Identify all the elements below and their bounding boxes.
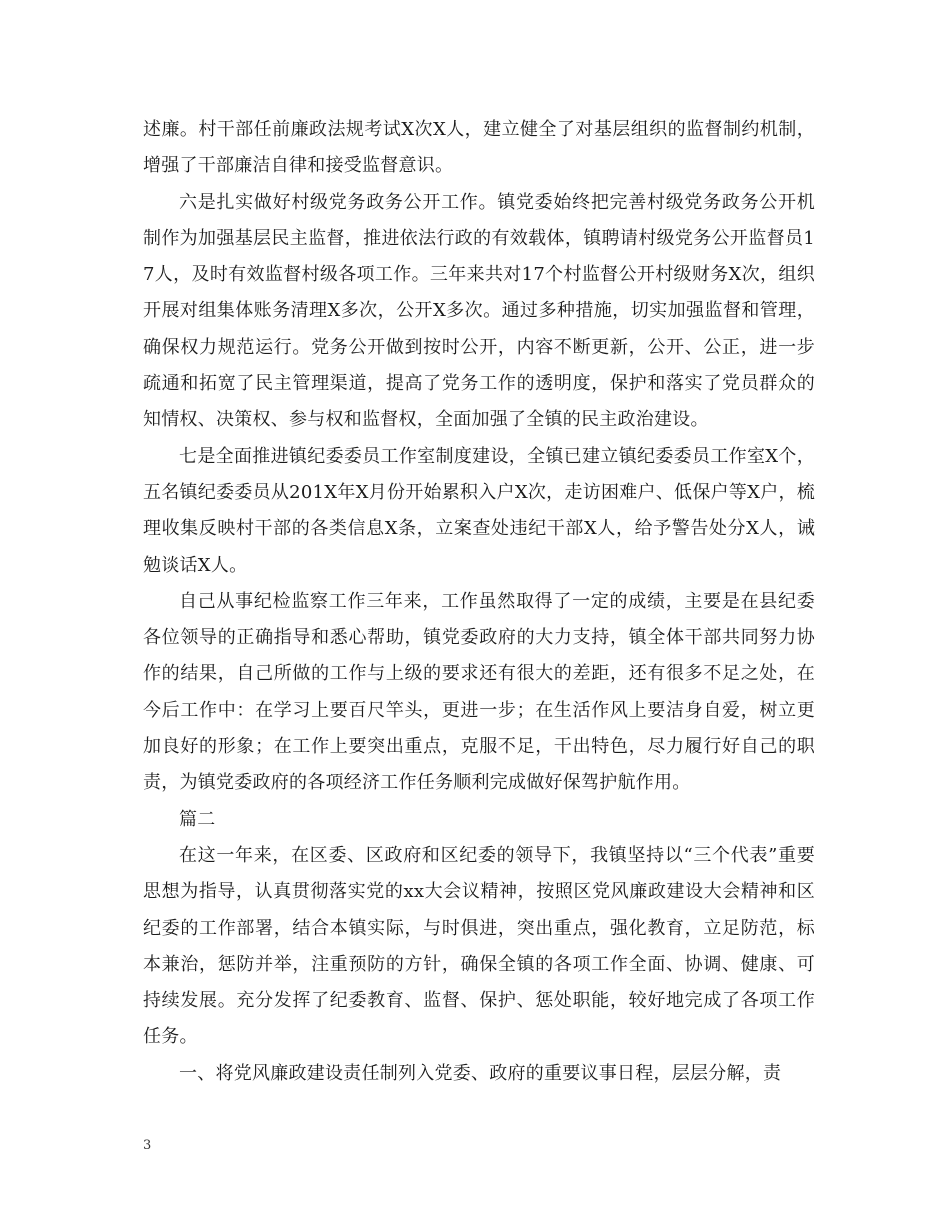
paragraph-six-party-affairs: 六是扎实做好村级党务政务公开工作。镇党委始终把完善村级党务政务公开机制作为加强基层民主监督，推进依法行政的有效载体，镇聘请村级党务公开监督员17人，及时有效监督村级各项工作。三年来共对17个村监督公开村级财务X次，组织开展对组集体账务清理X多次，公开X多次。通过多种措施，切实加强监督和管理，确保权力规范运行。党务公开做到按时公开，内容不断更新，公开、公正，进一步疏通和拓宽了民主管理渠道，提高了党务工作的透明度，保护和落实了党员群众的知情权、决策权、参与权和监督权，全面加强了全镇的民主政治建设。 xyxy=(143,191,815,431)
paragraph-annual-summary: 在这一年来，在区委、区政府和区纪委的领导下，我镇坚持以“三个代表”重要思想为指导，认真贯彻落实党的xx大会议精神，按照区党风廉政建设大会精神和区纪委的工作部署，结合本镇实际，与时俱进，突出重点，强化教育，立足防范，标本兼治，惩防并举，注重预防的方针，确保全镇的各项工作全面、协调、健康、可持续发展。充分发挥了纪委教育、监督、保护、惩处职能，较好地完成了各项工作任务。 xyxy=(143,844,815,1048)
paragraph-continued: 述廉。村干部任前廉政法规考试X次X人，建立健全了对基层组织的监督制约机制，增强了干部廉洁自律和接受监督意识。 xyxy=(143,119,815,177)
document-body xyxy=(143,112,815,1092)
paragraph-seven-discipline-office: 七是全面推进镇纪委委员工作室制度建设，全镇已建立镇纪委委员工作室X个，五名镇纪委委员从201X年X月份开始累积入户X次，走访困难户、低保户等X户，梳理收集反映村干部的各类信息X条，立案查处违纪干部X人，给予警告处分X人，诫勉谈话X人。 xyxy=(143,445,815,576)
section-heading-part-two: 篇二 xyxy=(179,808,216,830)
page-number: 3 xyxy=(143,1138,152,1153)
paragraph-item-one: 一、将党风廉政建设责任制列入党委、政府的重要议事日程，层层分解，责 xyxy=(179,1062,782,1084)
paragraph-self-reflection: 自己从事纪检监察工作三年来，工作虽然取得了一定的成绩，主要是在县纪委各位领导的正确指导和悉心帮助，镇党委政府的大力支持，镇全体干部共同努力协作的结果，自己所做的工作与上级的要求还有很大的差距，还有很多不足之处，在今后工作中：在学习上要百尺竿头，更进一步；在生活作风上要洁身自爱，树立更加良好的形象；在工作上要突出重点，克服不足，干出特色，尽力履行好自己的职责，为镇党委政府的各项经济工作任务顺利完成做好保驾护航作用。 xyxy=(143,590,815,794)
